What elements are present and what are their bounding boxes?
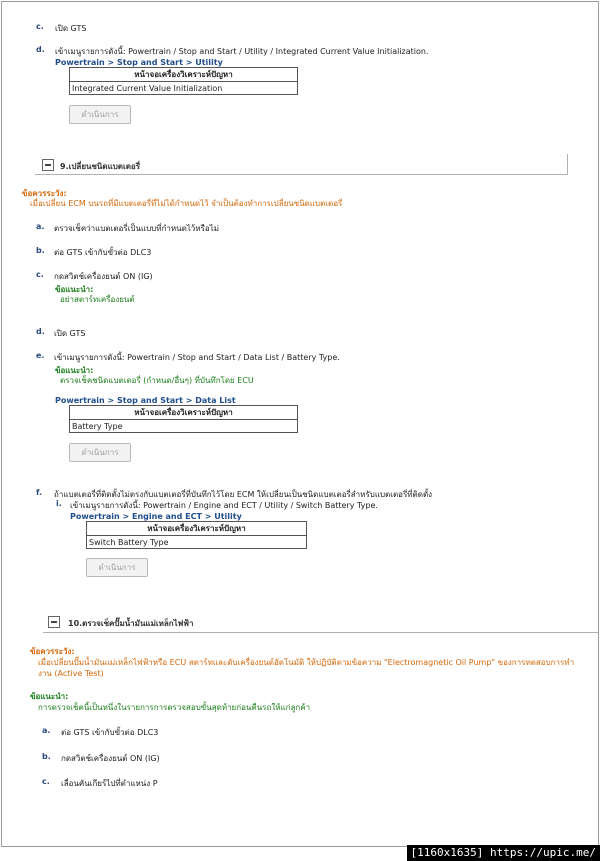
table-header: หน้าจอเครื่องวิเคราะห์ปัญหา [70,406,298,420]
menu-path: Powertrain > Engine and ECT > Utility [70,512,242,521]
section-divider [43,632,599,633]
execute-button[interactable]: ดำเนินการ [69,105,131,124]
step-letter: c. [36,22,44,31]
step-text: ต่อ GTS เข้ากับขั้วต่อ DLC3 [54,248,152,257]
tester-table [69,67,298,95]
hint-text: อย่าสตาร์ทเครื่องยนต์ [60,295,135,304]
section-title: 10.ตรวจเช็คปั๊มน้ำมันแม่เหล็กไฟฟ้า [68,619,194,628]
table-row: Switch Battery Type [87,536,307,549]
menu-path: Powertrain > Stop and Start > Utility [55,58,223,67]
execute-button[interactable]: ดำเนินการ [86,558,148,577]
step-letter: c. [36,270,44,279]
image-footer [407,845,600,861]
table-row: Battery Type [70,420,298,433]
hint-label: ข้อแนะนำ: [55,366,94,375]
hint-label: ข้อแนะนำ: [30,692,69,701]
execute-button[interactable]: ดำเนินการ [69,443,131,462]
menu-path: Powertrain > Stop and Start > Data List [55,396,236,405]
step-text: กดสวิตช์เครื่องยนต์ ON (IG) [54,272,153,281]
step-letter: a. [36,222,45,231]
collapse-icon[interactable] [42,159,54,171]
step-text: ต่อ GTS เข้ากับขั้วต่อ DLC3 [61,728,159,737]
step-letter: c. [42,777,50,786]
step-letter: a. [42,726,51,735]
caution-label: ข้อควรระวัง: [22,189,67,198]
step-letter: d. [36,45,45,54]
step-text: เลื่อนคันเกียร์ไปที่ตำแหน่ง P [61,779,158,788]
step-text: ถ้าแบตเตอรี่ที่ติดตั้งไม่ตรงกับแบตเตอรี่ที่บันทึกไว้โดย ECM ให้เปลี่ยนเป็นชนิดแบตเตอรี่สำหรับแบตเตอรี่ที่ติดตั้ง [54,490,433,499]
step-text: เข้าเมนูรายการดังนี้: Powertrain / Stop and Start / Data List / Battery Type. [54,353,340,362]
hint-text: ตรวจเช็คชนิดแบตเตอรี่ (กำหนด/อื่นๆ) ที่บันทึกโดย ECU [60,376,254,385]
section-divider-edge [567,154,568,175]
substep-letter: i. [56,499,62,508]
table-header: หน้าจอเครื่องวิเคราะห์ปัญหา [87,522,307,536]
step-letter: f. [36,488,43,497]
caution-text: เมื่อเปลี่ยน ECM บนรถที่มีแบตเตอรี่ที่ไม่ได้กำหนดไว้ จำเป็นต้องทำการเปลี่ยนชนิดแบตเตอรี่ [30,199,343,208]
step-letter: b. [42,752,51,761]
step-letter: d. [36,327,45,336]
section-divider [35,174,568,175]
step-letter: b. [36,246,45,255]
step-text: กดสวิตช์เครื่องยนต์ ON (IG) [61,754,160,763]
caution-text: งาน (Active Test) [38,669,104,678]
tester-table [86,521,307,549]
image-dimensions: [1160x1635] [410,846,484,859]
step-text: เปิด GTS [55,24,87,33]
step-text: เข้าเมนูรายการดังนี้: Powertrain / Stop and Start / Utility / Integrated Current Value Initialization. [55,47,429,56]
tester-table [69,405,298,433]
caution-text: เมื่อเปลี่ยนปั๊มน้ำมันแม่เหล็กไฟฟ้าหรือ ECU สตาร์ทและดับเครื่องยนต์อัตโนมัติ ให้ปฏิบัติตามข้อความ "Electromagnetic Oil Pump" ของการทดสอบการทำ [38,658,575,667]
table-header: หน้าจอเครื่องวิเคราะห์ปัญหา [70,68,298,82]
section-title: 9.เปลี่ยนชนิดแบตเตอรี่ [60,162,141,171]
step-text: ตรวจเช็คว่าแบตเตอรี่เป็นแบบที่กำหนดไว้หรือไม่ [54,224,219,233]
caution-label: ข้อควรระวัง: [30,647,75,656]
step-text: เปิด GTS [54,329,86,338]
table-row: Integrated Current Value Initialization [70,82,298,95]
hint-label: ข้อแนะนำ: [55,285,94,294]
step-letter: e. [36,351,45,360]
collapse-icon[interactable] [48,616,60,628]
hint-text: การตรวจเช็คนี้เป็นหนึ่งในรายการการตรวจสอบขั้นสุดท้ายก่อนคืนรถให้แก่ลูกค้า [38,703,311,712]
watermark-site: https://upic.me/ [490,846,596,859]
substep-text: เข้าเมนูรายการดังนี้: Powertrain / Engine and ECT / Utility / Switch Battery Type. [70,501,378,510]
